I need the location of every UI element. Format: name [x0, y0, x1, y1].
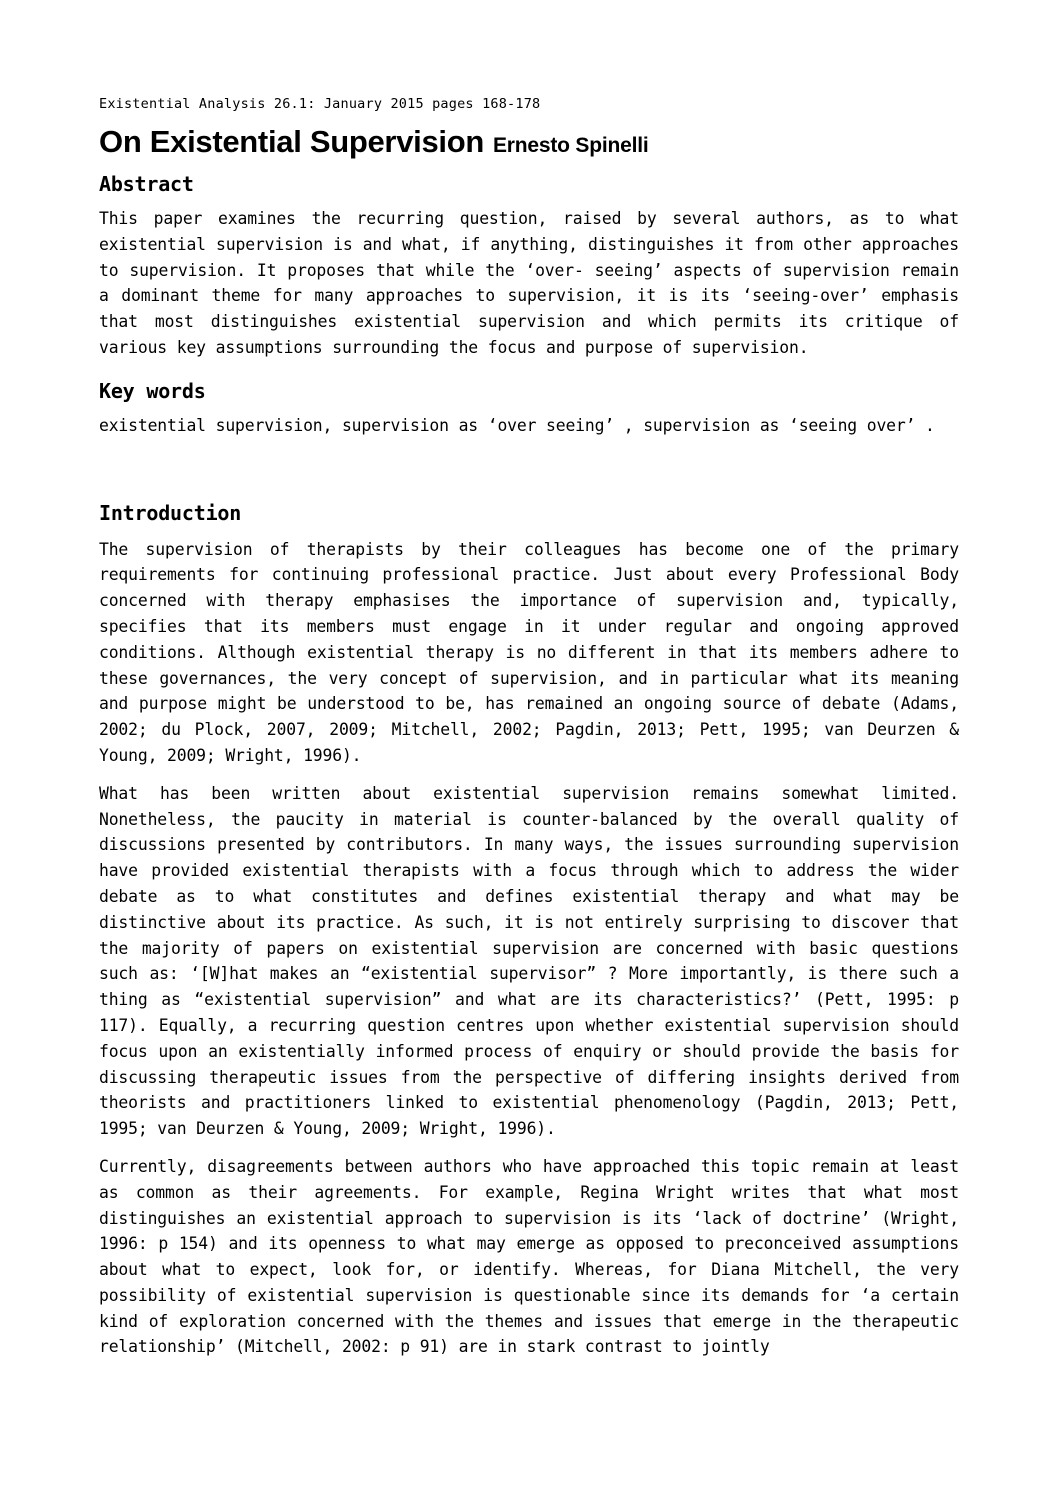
- introduction-heading: Introduction: [99, 500, 242, 525]
- abstract-body: This paper examines the recurring question, raised by several authors, as to what existential supervision is and what, if anything, distinguishes it from other approaches to supervision. It proposes that while the ‘over- seeing’ aspects of supervision remain a dominant theme for many approaches to supervision, it is its ‘seeing-over’ emphasis that most distinguishes existential supervision and which permits its critique of various key assumptions surrounding the focus and purpose of supervision.: [99, 209, 959, 357]
- introduction-paragraph-3: Currently, disagreements between authors who have approached this topic remain at least as common as their agreements. For example, Regina Wright writes that what most distinguishes an existential approach to supervision is its ‘lack of doctrine’ (Wright, 1996: p 154) and its openness to what may emerge as opposed to preconceived assumptions about what to expect, look for, or identify. Whereas, for Diana Mitchell, the very possibility of existential supervision is questionable since its demands for ‘a certain kind of exploration concerned with the themes and issues that emerge in the therapeutic relationship’ (Mitchell, 2002: p 91) are in stark contrast to jointly: [99, 1156, 959, 1357]
- keywords-body: existential supervision, supervision as ‘over seeing’ , supervision as ‘seeing over’ .: [99, 415, 935, 435]
- title-block: [99, 123, 959, 165]
- journal-running-head: Existential Analysis 26.1: January 2015 pages 168-178: [99, 96, 541, 112]
- introduction-paragraph-1: The supervision of therapists by their colleagues has become one of the primary requirements for continuing professional practice. Just about every Professional Body concerned with therapy emphasises the importance of supervision and, typically, specifies that its members must engage in it under regular and ongoing approved conditions. Although existential therapy is no different in that its members adhere to these governances, the very concept of supervision, and in particular what its meaning and purpose might be understood to be, has remained an ongoing source of debate (Adams, 2002; du Plock, 2007, 2009; Mitchell, 2002; Pagdin, 2013; Pett, 1995; van Deurzen & Young, 2009; Wright, 1996).: [99, 539, 959, 765]
- author-name: Ernesto Spinelli: [492, 134, 649, 157]
- page-content: [99, 95, 959, 1360]
- introduction-paragraph-2: What has been written about existential supervision remains somewhat limited. Nonetheless, the paucity in material is counter-balanced by the overall quality of discussions presented by contributors. In many ways, the issues surrounding supervision have provided existential therapists with a focus through which to address the wider debate as to what constitutes and defines existential therapy and what may be distinctive about its practice. As such, it is not entirely surprising to discover that the majority of papers on existential supervision are concerned with basic questions such as: ‘[W]hat makes an “existential supervisor” ? More importantly, is there such a thing as “existential supervision” and what are its characteristics?’ (Pett, 1995: p 117). Equally, a recurring question centres upon whether existential supervision should focus upon an existentially informed process of enquiry or should provide the basis for discussing therapeutic issues from the perspective of differing insights derived from theorists and practitioners linked to existential phenomenology (Pagdin, 2013; Pett, 1995; van Deurzen & Young, 2009; Wright, 1996).: [99, 783, 959, 1139]
- abstract-heading: Abstract: [99, 172, 194, 196]
- page-title: On Existential Supervision: [99, 124, 484, 159]
- keywords-heading: Key words: [99, 378, 206, 403]
